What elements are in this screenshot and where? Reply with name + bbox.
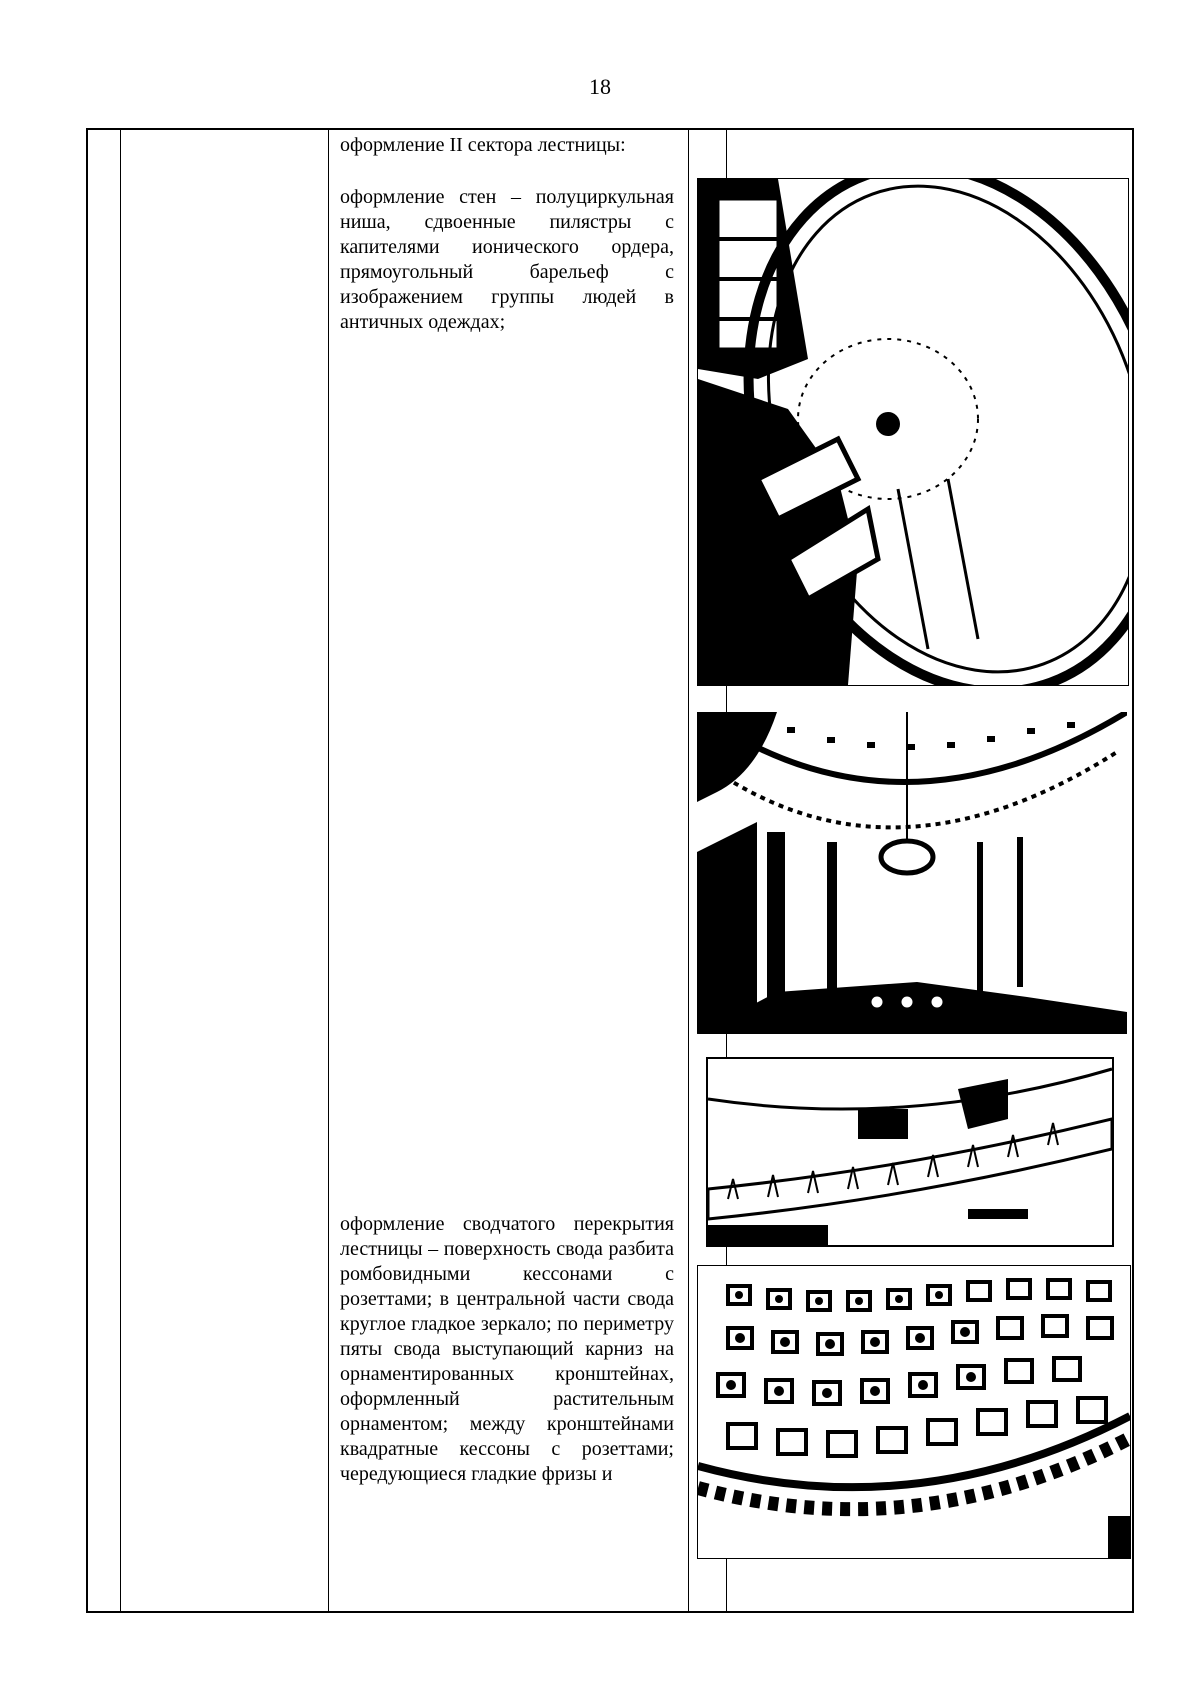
photo-staircase-dome <box>697 178 1129 686</box>
photo-dome-chandelier <box>697 712 1127 1034</box>
table-column-divider <box>688 130 689 1611</box>
photo-bas-relief <box>706 1057 1114 1247</box>
page-number: 18 <box>589 74 611 99</box>
table-column-divider <box>328 130 329 1611</box>
photo-coffered-vault <box>697 1265 1131 1559</box>
vault-description: оформление сводчатого перекрытия лестницы – поверхность свода разбита ромбовидными кессонами с розеттами; в центральной части свода круглое гладкое зеркало; по периметру пяты свода выступающий карниз на орнаментированных кронштейнах, оформленный растительным орнаментом; между кронштейнами квадратные кессоны с розеттами; чередующиеся гладкие фризы и <box>340 1213 674 1485</box>
sector-heading: оформление II сектора лестницы: <box>340 134 626 156</box>
walls-description: оформление стен – полуциркульная ниша, сдвоенные пилястры с капителями ионического ордера, прямоугольный барельеф с изображением группы людей в античных одеждах; <box>340 186 674 333</box>
table-column-divider <box>120 130 121 1611</box>
